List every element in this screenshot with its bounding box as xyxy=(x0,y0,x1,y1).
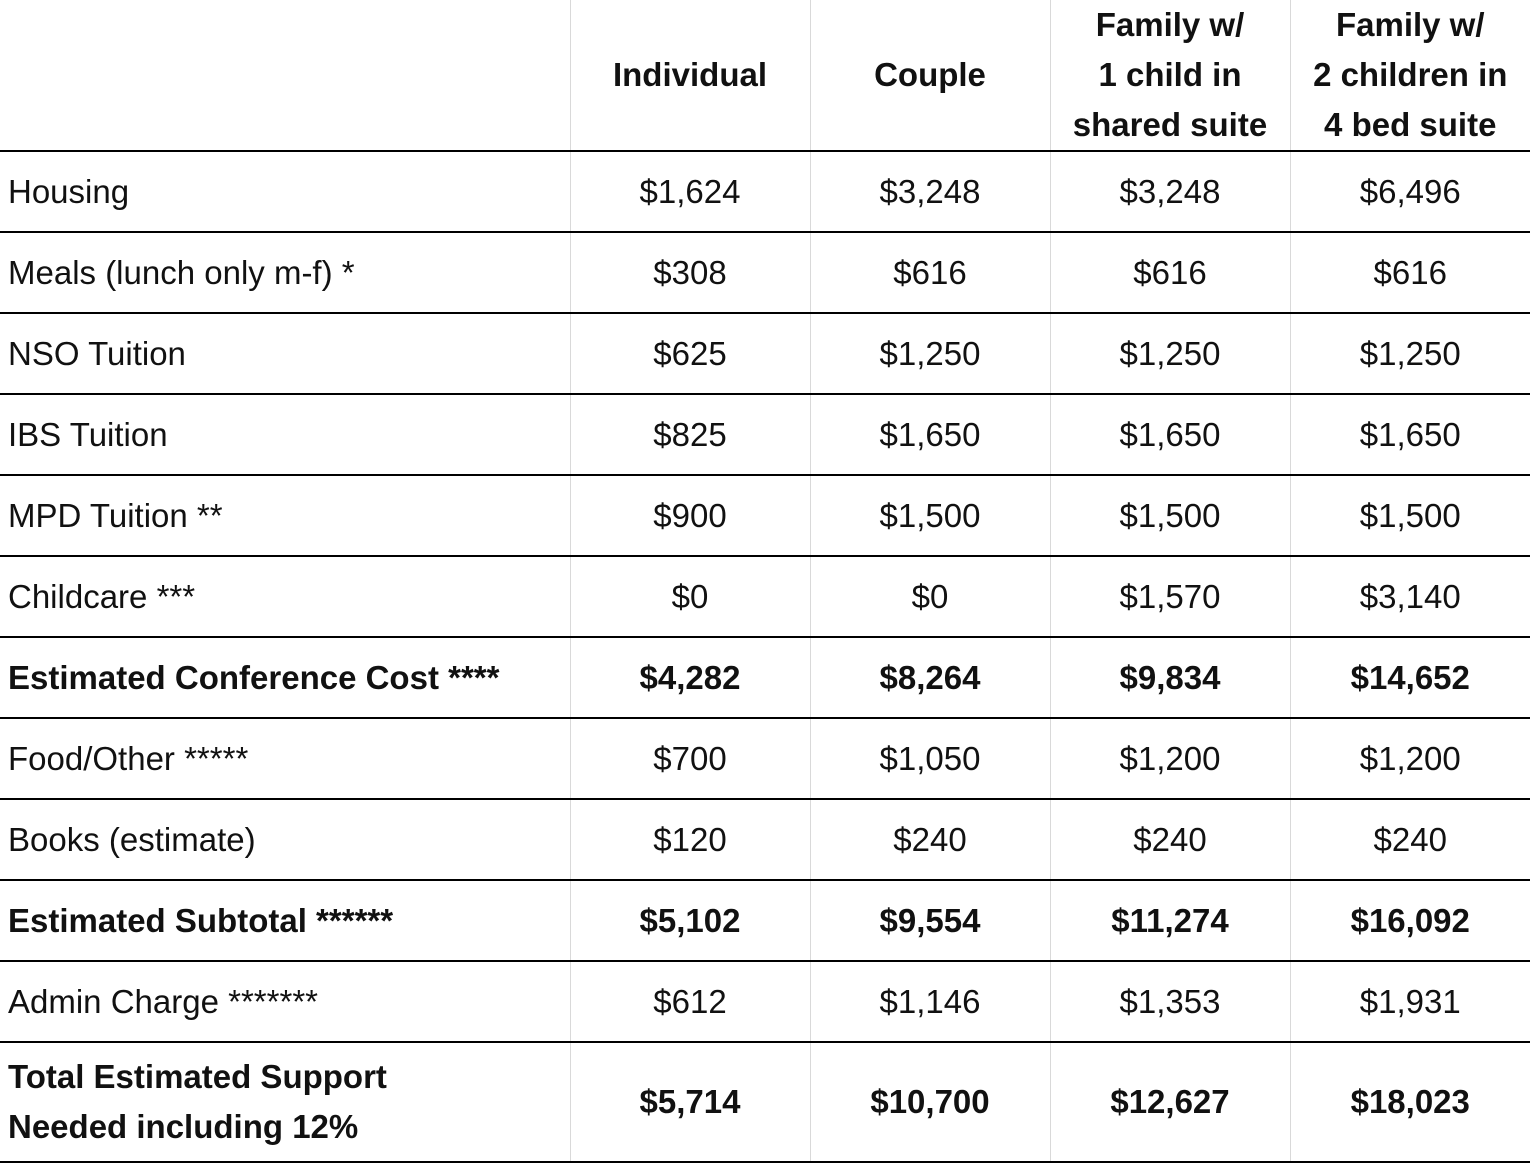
table-row xyxy=(0,151,1530,232)
value-cell: $10,700 xyxy=(810,1042,1050,1162)
value-cell: $1,650 xyxy=(1050,394,1290,475)
value-cell: $3,248 xyxy=(810,151,1050,232)
value-cell: $1,650 xyxy=(810,394,1050,475)
header-cell-family-1-child: Family w/ 1 child in shared suite xyxy=(1050,0,1290,151)
value-cell: $1,250 xyxy=(1050,313,1290,394)
value-cell: $240 xyxy=(1050,799,1290,880)
value-cell: $12,627 xyxy=(1050,1042,1290,1162)
value-cell: $612 xyxy=(570,961,810,1042)
value-cell: $1,146 xyxy=(810,961,1050,1042)
value-cell: $120 xyxy=(570,799,810,880)
table-row xyxy=(0,718,1530,799)
value-cell: $9,834 xyxy=(1050,637,1290,718)
header-cell-couple: Couple xyxy=(810,0,1050,151)
row-label: Food/Other ***** xyxy=(0,718,570,799)
table-row xyxy=(0,556,1530,637)
value-cell: $1,931 xyxy=(1290,961,1530,1042)
row-label: Meals (lunch only m-f) * xyxy=(0,232,570,313)
value-cell: $1,624 xyxy=(570,151,810,232)
table-row xyxy=(0,475,1530,556)
header-cell-blank xyxy=(0,0,570,151)
value-cell: $240 xyxy=(810,799,1050,880)
value-cell: $308 xyxy=(570,232,810,313)
value-cell: $5,714 xyxy=(570,1042,810,1162)
value-cell: $900 xyxy=(570,475,810,556)
table-body xyxy=(0,151,1530,1162)
value-cell: $6,496 xyxy=(1290,151,1530,232)
value-cell: $0 xyxy=(810,556,1050,637)
value-cell: $4,282 xyxy=(570,637,810,718)
row-label: Books (estimate) xyxy=(0,799,570,880)
value-cell: $1,570 xyxy=(1050,556,1290,637)
value-cell: $3,248 xyxy=(1050,151,1290,232)
value-cell: $5,102 xyxy=(570,880,810,961)
value-cell: $616 xyxy=(1290,232,1530,313)
value-cell: $1,500 xyxy=(1290,475,1530,556)
value-cell: $8,264 xyxy=(810,637,1050,718)
value-cell: $1,200 xyxy=(1290,718,1530,799)
row-label: MPD Tuition ** xyxy=(0,475,570,556)
table-row xyxy=(0,880,1530,961)
value-cell: $616 xyxy=(1050,232,1290,313)
table-row xyxy=(0,799,1530,880)
value-cell: $616 xyxy=(810,232,1050,313)
value-cell: $14,652 xyxy=(1290,637,1530,718)
value-cell: $0 xyxy=(570,556,810,637)
table-row xyxy=(0,232,1530,313)
table-row xyxy=(0,1042,1530,1162)
row-label: Estimated Conference Cost **** xyxy=(0,637,570,718)
header-cell-individual: Individual xyxy=(570,0,810,151)
row-label: Admin Charge ******* xyxy=(0,961,570,1042)
value-cell: $240 xyxy=(1290,799,1530,880)
value-cell: $700 xyxy=(570,718,810,799)
value-cell: $625 xyxy=(570,313,810,394)
table-row xyxy=(0,313,1530,394)
header-cell-family-2-children: Family w/ 2 children in 4 bed suite xyxy=(1290,0,1530,151)
value-cell: $825 xyxy=(570,394,810,475)
row-label: Childcare *** xyxy=(0,556,570,637)
value-cell: $1,050 xyxy=(810,718,1050,799)
value-cell: $16,092 xyxy=(1290,880,1530,961)
value-cell: $1,250 xyxy=(810,313,1050,394)
row-label: Housing xyxy=(0,151,570,232)
row-label: Total Estimated Support Needed including 12% xyxy=(0,1042,570,1162)
header-row xyxy=(0,0,1530,151)
value-cell: $1,250 xyxy=(1290,313,1530,394)
value-cell: $1,200 xyxy=(1050,718,1290,799)
value-cell: $3,140 xyxy=(1290,556,1530,637)
value-cell: $11,274 xyxy=(1050,880,1290,961)
value-cell: $1,500 xyxy=(810,475,1050,556)
row-label: Estimated Subtotal ****** xyxy=(0,880,570,961)
value-cell: $18,023 xyxy=(1290,1042,1530,1162)
value-cell: $9,554 xyxy=(810,880,1050,961)
row-label: NSO Tuition xyxy=(0,313,570,394)
value-cell: $1,650 xyxy=(1290,394,1530,475)
table-row xyxy=(0,394,1530,475)
value-cell: $1,353 xyxy=(1050,961,1290,1042)
table-row xyxy=(0,961,1530,1042)
row-label: IBS Tuition xyxy=(0,394,570,475)
value-cell: $1,500 xyxy=(1050,475,1290,556)
table-row xyxy=(0,637,1530,718)
